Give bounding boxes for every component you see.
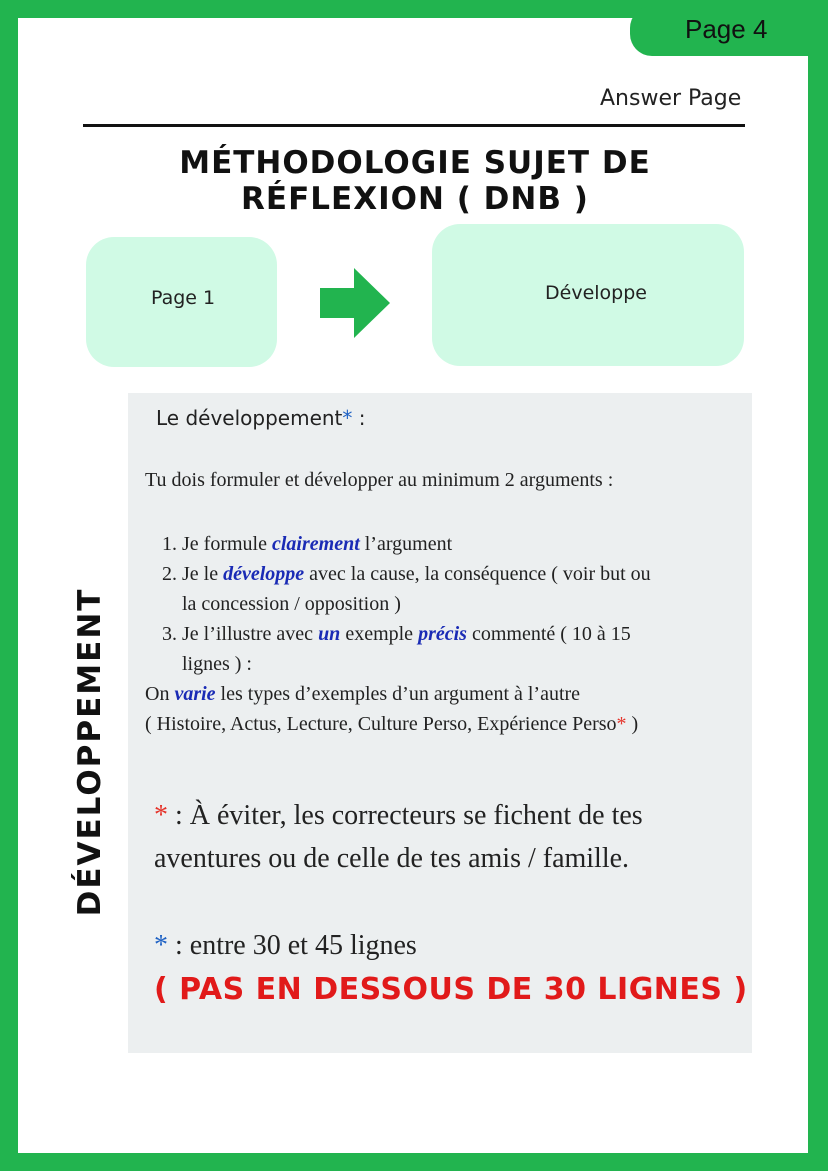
note-red-star: * — [154, 800, 168, 831]
vary-close: ) — [626, 713, 639, 735]
note-blue-star: * — [154, 930, 168, 961]
list-item — [162, 529, 651, 559]
step-text: avec la cause, la conséquence ( voir but ou — [304, 563, 651, 585]
step-emphasis: clairement — [271, 533, 360, 555]
vary-text: On — [145, 683, 175, 705]
step-number: 3. — [162, 623, 177, 645]
header-divider — [83, 124, 745, 127]
intro-heading — [156, 406, 366, 430]
flow-from-label: Page 1 — [151, 287, 216, 309]
step-emphasis: précis — [418, 623, 467, 645]
warning-text: ( PAS EN DESSOUS DE 30 LIGNES ) — [154, 972, 748, 1007]
flow-box-from — [86, 237, 277, 367]
note-red-text: : À éviter, les correcteurs se fichent de tes aventures ou de celle de tes amis / famille. — [154, 800, 643, 874]
list-item — [162, 559, 651, 619]
page-number-label: Page 4 — [685, 14, 768, 44]
step-text: commenté ( 10 à 15 — [466, 623, 631, 645]
lead-text: Tu dois formuler et développer au minimum 2 arguments : — [145, 469, 614, 491]
steps-list — [162, 529, 651, 679]
vary-star: * — [616, 713, 627, 735]
avoid-note — [154, 794, 694, 880]
step-continuation: la concession / opposition ) — [182, 593, 401, 615]
title-line-1: MÉTHODOLOGIE SUJET DE — [179, 145, 651, 181]
intro-colon: : — [352, 406, 366, 430]
step-text: l’argument — [359, 533, 453, 555]
step-text: Je le — [182, 563, 224, 585]
page-number-tab — [630, 6, 808, 56]
vary-examples-text — [145, 679, 638, 739]
step-text: Je l’illustre avec — [182, 623, 319, 645]
intro-star: * — [342, 406, 353, 430]
intro-label: Le développement — [156, 406, 343, 430]
page-title — [130, 145, 700, 217]
flow-box-to — [432, 224, 744, 366]
step-emphasis: développe — [223, 563, 305, 585]
section-side-label: DÉVELOPPEMENT — [72, 587, 108, 917]
answer-page-label: Answer Page — [600, 86, 742, 111]
vary-emphasis: varie — [174, 683, 216, 705]
note-blue-text: : entre 30 et 45 lignes — [168, 930, 417, 961]
step-text: exemple — [340, 623, 419, 645]
right-arrow-icon — [320, 268, 392, 338]
length-note — [154, 930, 417, 962]
section-side-label-wrap — [40, 587, 140, 917]
title-line-2: RÉFLEXION ( DNB ) — [241, 181, 589, 217]
vary-text: les types d’exemples d’un argument à l’autre — [215, 683, 581, 705]
step-continuation: lignes ) : — [182, 653, 252, 675]
list-item — [162, 619, 651, 679]
flow-to-label: Développe — [545, 282, 647, 304]
step-number: 1. — [162, 533, 177, 555]
vary-list: ( Histoire, Actus, Lecture, Culture Perso, Expérience Perso — [145, 713, 617, 735]
step-number: 2. — [162, 563, 177, 585]
step-emphasis: un — [318, 623, 341, 645]
step-text: Je formule — [182, 533, 272, 555]
